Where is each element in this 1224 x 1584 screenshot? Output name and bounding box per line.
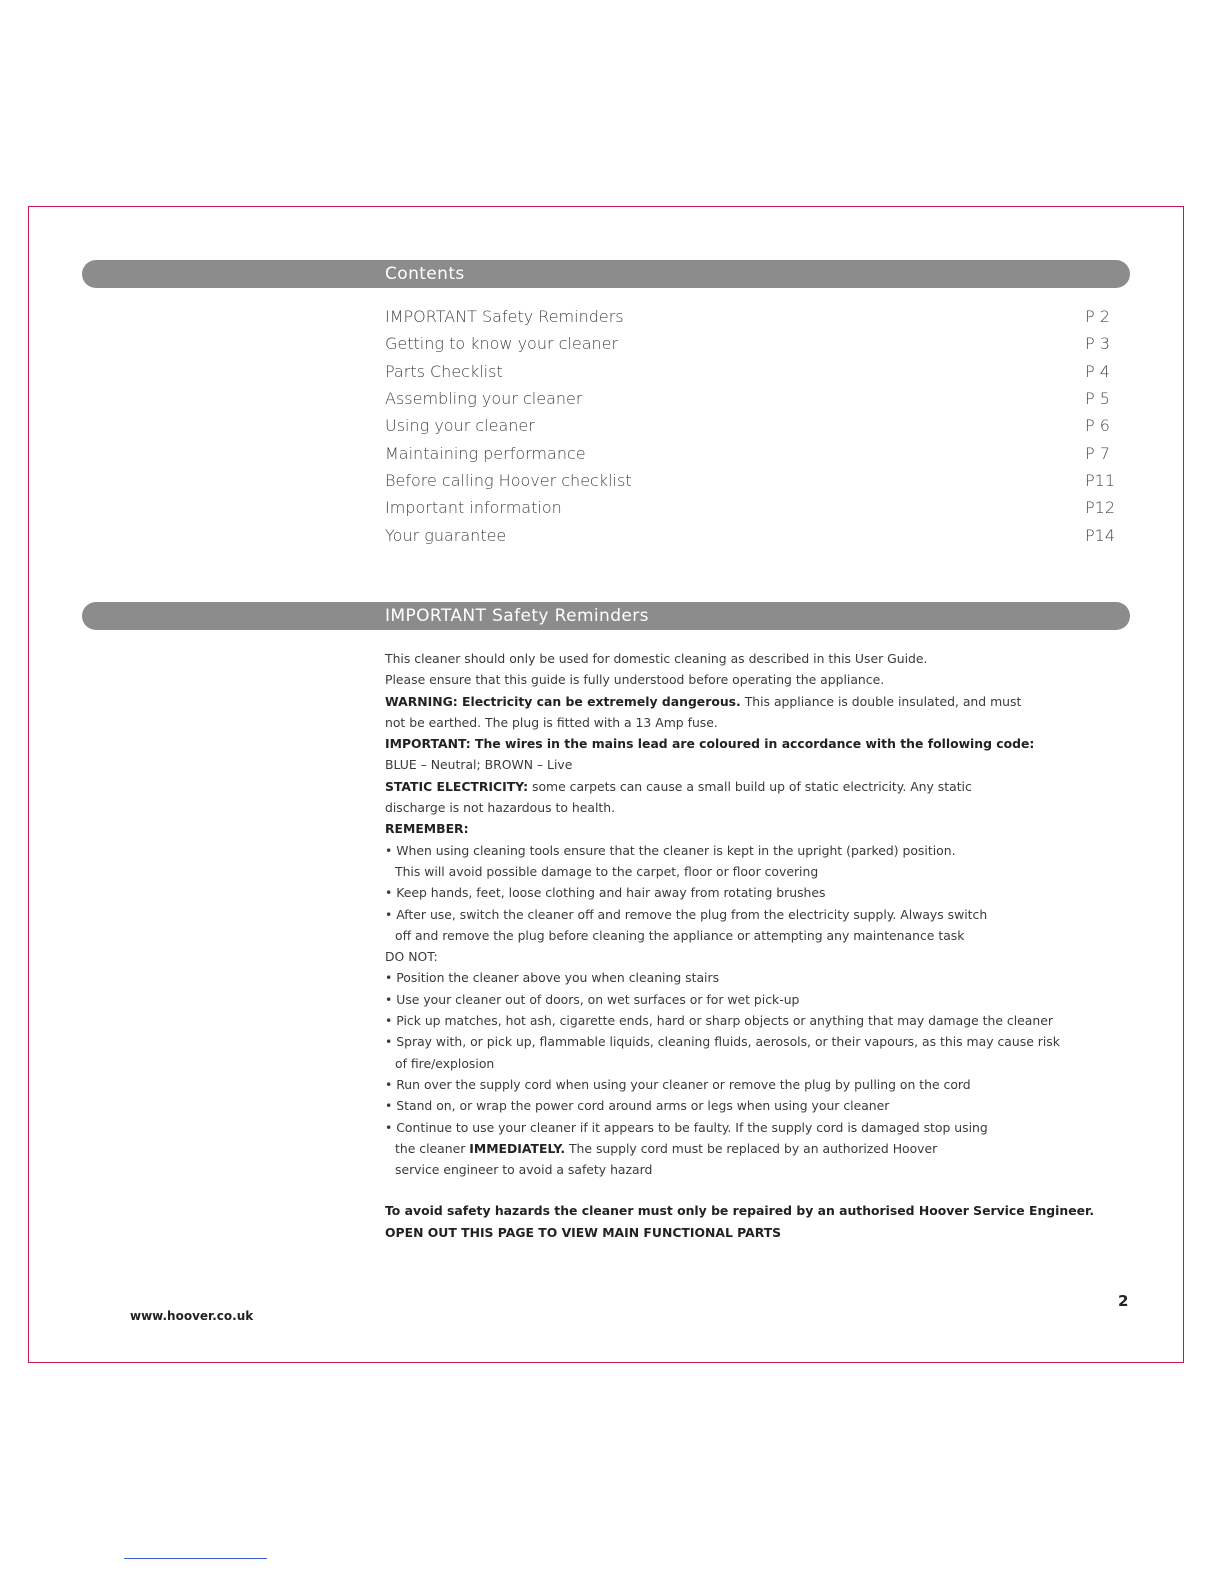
- toc-page: P 3: [1085, 334, 1110, 354]
- list-item-continued: This will avoid possible damage to the carpet, floor or floor covering: [395, 863, 819, 879]
- list-item: • Keep hands, feet, loose clothing and hair away from rotating brushes: [385, 885, 826, 901]
- toc-page: P 2: [1085, 307, 1110, 327]
- toc-page: P14: [1085, 525, 1116, 545]
- toc-label: Before calling Hoover checklist: [385, 470, 632, 490]
- toc-label: Assembling your cleaner: [385, 389, 583, 409]
- static-line-2: discharge is not hazardous to health.: [385, 800, 616, 816]
- toc-row[interactable]: [385, 521, 1116, 548]
- list-item: • Pick up matches, hot ash, cigarette ends, hard or sharp objects or anything that may damage the cleaner: [385, 1013, 1053, 1029]
- remember-heading: REMEMBER:: [385, 821, 469, 837]
- toc-label: Important information: [385, 498, 562, 518]
- website-link[interactable]: www.hoover.co.uk: [130, 1309, 254, 1323]
- contents-header-bar: [82, 260, 1130, 288]
- warning-text: This appliance is double insulated, and must: [740, 693, 1022, 709]
- wire-code: BLUE – Neutral; BROWN – Live: [385, 757, 573, 773]
- donot7-pre: the cleaner: [395, 1140, 470, 1156]
- toc-label: Getting to know your cleaner: [385, 334, 619, 354]
- toc-row[interactable]: [385, 467, 1116, 494]
- list-item-continued: off and remove the plug before cleaning the appliance or attempting any maintenance task: [395, 927, 965, 943]
- toc-row[interactable]: [385, 385, 1113, 412]
- toc-row[interactable]: [385, 439, 1113, 466]
- toc-label: Using your cleaner: [385, 416, 535, 436]
- toc-row[interactable]: [385, 303, 1113, 330]
- safety-header-bar: [82, 602, 1130, 630]
- list-item-continued: [385, 1138, 1085, 1159]
- static-text: some carpets can cause a small build up of static electricity. Any static: [528, 778, 972, 794]
- page-number: 2: [1118, 1292, 1129, 1310]
- underline-mark: [124, 1558, 267, 1559]
- static-label: STATIC ELECTRICITY:: [385, 778, 529, 794]
- list-item: • Use your cleaner out of doors, on wet surfaces or for wet pick-up: [385, 991, 800, 1007]
- intro-line: Please ensure that this guide is fully understood before operating the appliance.: [385, 672, 885, 688]
- table-of-contents: [385, 303, 1116, 549]
- toc-page: P 7: [1085, 443, 1110, 463]
- list-item-continued: service engineer to avoid a safety hazard: [395, 1162, 653, 1178]
- list-item: • Run over the supply cord when using your cleaner or remove the plug by pulling on the cord: [385, 1076, 971, 1092]
- safety-body: [385, 648, 1095, 1243]
- toc-page: P11: [1085, 470, 1116, 490]
- toc-page: P 5: [1085, 389, 1110, 409]
- closing-line: To avoid safety hazards the cleaner must only be repaired by an authorised Hoover Service Engineer.: [385, 1203, 1095, 1219]
- list-item: • Continue to use your cleaner if it appears to be faulty. If the supply cord is damaged stop using: [385, 1119, 988, 1135]
- toc-page: P 6: [1085, 416, 1110, 436]
- toc-label: IMPORTANT Safety Reminders: [385, 307, 624, 327]
- toc-row[interactable]: [385, 330, 1113, 357]
- toc-row[interactable]: [385, 358, 1113, 385]
- toc-label: Parts Checklist: [385, 361, 503, 381]
- list-item: • Spray with, or pick up, flammable liquids, cleaning fluids, aerosols, or their vapours, as this may cause risk: [385, 1034, 1060, 1050]
- toc-label: Your guarantee: [385, 525, 507, 545]
- toc-row[interactable]: [385, 494, 1116, 521]
- list-item: • Stand on, or wrap the power cord around arms or legs when using your cleaner: [385, 1098, 890, 1114]
- donot7-post: The supply cord must be replaced by an authorized Hoover: [565, 1140, 938, 1156]
- donot-heading: DO NOT:: [385, 949, 438, 965]
- warning-line: [385, 691, 1085, 712]
- toc-label: Maintaining performance: [385, 443, 586, 463]
- toc-page: P12: [1085, 498, 1116, 518]
- static-line: [385, 776, 1085, 797]
- warning-line-2: not be earthed. The plug is fitted with a 13 Amp fuse.: [385, 714, 718, 730]
- wires-heading: IMPORTANT: The wires in the mains lead are coloured in accordance with the following code:: [385, 736, 1035, 752]
- list-item-continued: of fire/explosion: [395, 1055, 495, 1071]
- list-item: • When using cleaning tools ensure that the cleaner is kept in the upright (parked) position.: [385, 842, 956, 858]
- toc-row[interactable]: [385, 412, 1113, 439]
- warning-label: WARNING: Electricity can be extremely dangerous.: [385, 693, 741, 709]
- list-item: • After use, switch the cleaner off and remove the plug from the electricity supply. Always switch: [385, 906, 988, 922]
- immediately-label: IMMEDIATELY.: [469, 1140, 566, 1156]
- safety-title: IMPORTANT Safety Reminders: [385, 606, 649, 626]
- toc-page: P 4: [1085, 361, 1110, 381]
- contents-title: Contents: [385, 264, 465, 284]
- intro-line: This cleaner should only be used for domestic cleaning as described in this User Guide.: [385, 651, 928, 666]
- open-out-notice: OPEN OUT THIS PAGE TO VIEW MAIN FUNCTIONAL PARTS: [385, 1224, 782, 1240]
- list-item: • Position the cleaner above you when cleaning stairs: [385, 970, 720, 986]
